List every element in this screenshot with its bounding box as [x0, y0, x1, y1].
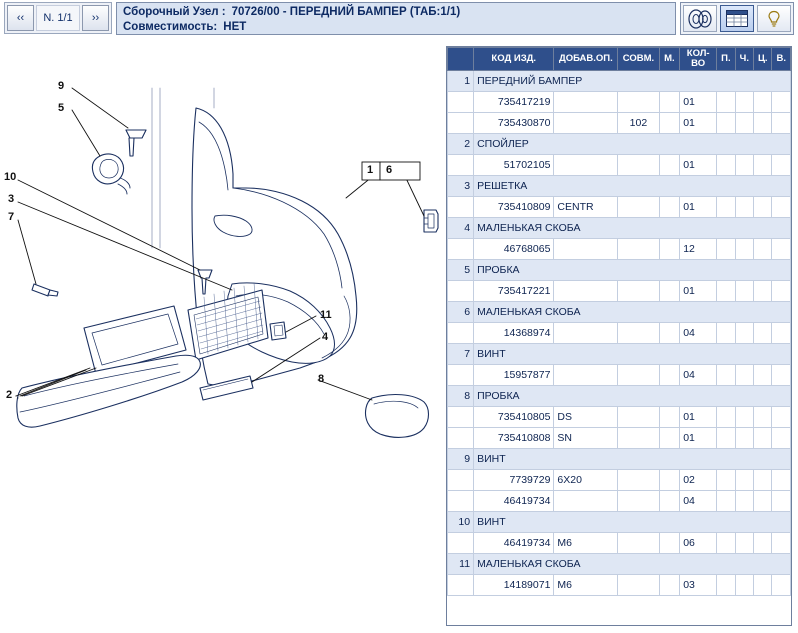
compatibility-code	[618, 239, 659, 260]
compatibility-label: Совместимость:	[123, 21, 218, 33]
cell-ch	[735, 575, 753, 596]
m-flag	[659, 323, 680, 344]
assembly-header	[116, 2, 676, 35]
cell-v	[772, 575, 791, 596]
m-flag	[659, 197, 680, 218]
quantity: 03	[680, 575, 717, 596]
th-kol: КОЛ-ВО	[680, 48, 717, 71]
cell-ch	[735, 470, 753, 491]
cell-p	[717, 428, 735, 449]
cell-v	[772, 197, 791, 218]
cell-ch	[735, 365, 753, 386]
row-index	[448, 407, 474, 428]
group-index: 6	[448, 302, 474, 323]
cell-ch	[735, 239, 753, 260]
compatibility-code	[618, 155, 659, 176]
row-index	[448, 281, 474, 302]
compatibility-code	[618, 323, 659, 344]
parts-table	[447, 47, 791, 596]
cell-v	[772, 491, 791, 512]
m-flag	[659, 533, 680, 554]
quantity: 01	[680, 155, 717, 176]
additional-op: CENTR	[554, 197, 618, 218]
callout-10: 10	[4, 171, 17, 183]
quantity: 01	[680, 281, 717, 302]
m-flag	[659, 491, 680, 512]
info-icon-button[interactable]	[757, 5, 791, 32]
cell-p	[717, 470, 735, 491]
m-flag	[659, 92, 680, 113]
cell-v	[772, 428, 791, 449]
cell-ch	[735, 92, 753, 113]
cell-p	[717, 155, 735, 176]
compatibility-code	[618, 428, 659, 449]
m-flag	[659, 281, 680, 302]
compatibility-code	[618, 470, 659, 491]
row-index	[448, 428, 474, 449]
additional-op: M6	[554, 533, 618, 554]
additional-op	[554, 281, 618, 302]
cell-p	[717, 281, 735, 302]
m-flag	[659, 575, 680, 596]
cell-c	[754, 470, 772, 491]
th-c: Ц.	[754, 48, 772, 71]
part-code: 735410808	[474, 428, 554, 449]
callout-5: 5	[58, 102, 65, 114]
table-group-row[interactable]	[448, 134, 791, 155]
table-group-row[interactable]	[448, 449, 791, 470]
compatibility-code	[618, 365, 659, 386]
cell-p	[717, 113, 735, 134]
quantity: 06	[680, 533, 717, 554]
group-index: 10	[448, 512, 474, 533]
m-flag	[659, 365, 680, 386]
m-flag	[659, 155, 680, 176]
part-code: 51702105	[474, 155, 554, 176]
cell-c	[754, 92, 772, 113]
group-name: ПЕРЕДНИЙ БАМПЕР	[474, 71, 791, 92]
group-name: ПРОБКА	[474, 386, 791, 407]
table-icon-button[interactable]	[720, 5, 754, 32]
pagination-group	[4, 2, 112, 34]
quantity: 12	[680, 239, 717, 260]
row-index	[448, 239, 474, 260]
group-index: 7	[448, 344, 474, 365]
assembly-label: Сборочный Узел :	[123, 6, 226, 18]
group-index: 2	[448, 134, 474, 155]
table-row[interactable]	[448, 323, 791, 344]
cell-c	[754, 281, 772, 302]
cell-c	[754, 407, 772, 428]
exploded-view-drawing	[0, 38, 446, 633]
table-group-row[interactable]	[448, 302, 791, 323]
cell-c	[754, 155, 772, 176]
group-name: ВИНТ	[474, 344, 791, 365]
quantity: 04	[680, 491, 717, 512]
callout-7: 7	[8, 211, 15, 223]
m-flag	[659, 470, 680, 491]
table-row[interactable]	[448, 239, 791, 260]
wheel-icon-button[interactable]	[683, 5, 717, 32]
quantity: 04	[680, 323, 717, 344]
callout-2: 2	[6, 389, 13, 401]
th-ch: Ч.	[735, 48, 753, 71]
group-index: 9	[448, 449, 474, 470]
row-index	[448, 113, 474, 134]
cell-p	[717, 491, 735, 512]
table-row[interactable]	[448, 407, 791, 428]
cell-v	[772, 113, 791, 134]
cell-ch	[735, 407, 753, 428]
cell-v	[772, 365, 791, 386]
table-row[interactable]	[448, 113, 791, 134]
cell-ch	[735, 155, 753, 176]
group-index: 11	[448, 554, 474, 575]
additional-op	[554, 92, 618, 113]
table-row[interactable]	[448, 491, 791, 512]
table-row[interactable]	[448, 92, 791, 113]
cell-v	[772, 92, 791, 113]
m-flag	[659, 407, 680, 428]
table-group-row[interactable]	[448, 71, 791, 92]
compatibility-code: 102	[618, 113, 659, 134]
callout-11: 11	[320, 309, 332, 321]
cell-ch	[735, 197, 753, 218]
drawing-canvas	[0, 38, 446, 633]
row-index	[448, 92, 474, 113]
group-name: ВИНТ	[474, 512, 791, 533]
table-group-row[interactable]	[448, 554, 791, 575]
cell-v	[772, 323, 791, 344]
cell-c	[754, 239, 772, 260]
cell-ch	[735, 323, 753, 344]
quantity: 01	[680, 407, 717, 428]
table-row[interactable]	[448, 365, 791, 386]
table-icon	[725, 9, 749, 28]
cell-c	[754, 428, 772, 449]
info-icon	[764, 9, 784, 28]
quantity: 01	[680, 92, 717, 113]
table-row[interactable]	[448, 155, 791, 176]
th-p: П.	[717, 48, 735, 71]
cell-c	[754, 323, 772, 344]
callout-3: 3	[8, 193, 15, 205]
compatibility-code	[618, 281, 659, 302]
group-name: МАЛЕНЬКАЯ СКОБА	[474, 218, 791, 239]
cell-c	[754, 113, 772, 134]
additional-op: 6X20	[554, 470, 618, 491]
cell-c	[754, 365, 772, 386]
cell-v	[772, 470, 791, 491]
cell-p	[717, 575, 735, 596]
group-index: 5	[448, 260, 474, 281]
cell-p	[717, 92, 735, 113]
prev-page-button[interactable]: ‹‹	[7, 5, 34, 31]
callout-9: 9	[58, 80, 65, 92]
part-code: 46419734	[474, 491, 554, 512]
th-sovm: СОВМ.	[618, 48, 659, 71]
th-index	[448, 48, 474, 71]
part-code: 735417221	[474, 281, 554, 302]
cell-v	[772, 239, 791, 260]
m-flag	[659, 428, 680, 449]
cell-ch	[735, 281, 753, 302]
group-name: МАЛЕНЬКАЯ СКОБА	[474, 302, 791, 323]
part-code: 735410805	[474, 407, 554, 428]
row-index	[448, 533, 474, 554]
cell-v	[772, 155, 791, 176]
part-code: 735410809	[474, 197, 554, 218]
table-group-row[interactable]	[448, 260, 791, 281]
table-row[interactable]	[448, 470, 791, 491]
quantity: 01	[680, 197, 717, 218]
th-v: В.	[772, 48, 791, 71]
m-flag	[659, 239, 680, 260]
part-code: 46419734	[474, 533, 554, 554]
group-index: 1	[448, 71, 474, 92]
cell-c	[754, 491, 772, 512]
table-group-row[interactable]	[448, 218, 791, 239]
group-index: 8	[448, 386, 474, 407]
compatibility-code	[618, 407, 659, 428]
cell-p	[717, 365, 735, 386]
compatibility-code	[618, 197, 659, 218]
cell-p	[717, 197, 735, 218]
table-header-row	[448, 48, 791, 71]
additional-op	[554, 155, 618, 176]
table-group-row[interactable]	[448, 344, 791, 365]
row-index	[448, 155, 474, 176]
additional-op	[554, 239, 618, 260]
th-m: М.	[659, 48, 680, 71]
cell-v	[772, 533, 791, 554]
part-code: 7739729	[474, 470, 554, 491]
group-name: РЕШЕТКА	[474, 176, 791, 197]
compatibility-code	[618, 491, 659, 512]
additional-op	[554, 491, 618, 512]
cell-ch	[735, 113, 753, 134]
th-code: КОД ИЗД.	[474, 48, 554, 71]
row-index	[448, 575, 474, 596]
row-index	[448, 470, 474, 491]
quantity: 01	[680, 113, 717, 134]
cell-p	[717, 323, 735, 344]
cell-c	[754, 533, 772, 554]
callout-1: 1	[367, 164, 374, 176]
cell-p	[717, 533, 735, 554]
compatibility-row	[123, 20, 669, 35]
view-mode-group	[680, 2, 794, 35]
cell-ch	[735, 428, 753, 449]
top-toolbar	[0, 0, 798, 38]
cell-v	[772, 281, 791, 302]
additional-op: M6	[554, 575, 618, 596]
part-code: 15957877	[474, 365, 554, 386]
callout-4: 4	[322, 331, 329, 343]
compatibility-code	[618, 575, 659, 596]
cell-c	[754, 197, 772, 218]
compatibility-value: НЕТ	[223, 21, 247, 33]
compatibility-code	[618, 533, 659, 554]
page-indicator: N. 1/1	[36, 5, 80, 31]
quantity: 02	[680, 470, 717, 491]
row-index	[448, 323, 474, 344]
row-index	[448, 197, 474, 218]
parts-table-panel[interactable]	[446, 46, 792, 626]
part-code: 14368974	[474, 323, 554, 344]
cell-ch	[735, 533, 753, 554]
additional-op	[554, 113, 618, 134]
table-row[interactable]	[448, 533, 791, 554]
part-code: 735417219	[474, 92, 554, 113]
cell-v	[772, 407, 791, 428]
table-row[interactable]	[448, 197, 791, 218]
table-row[interactable]	[448, 575, 791, 596]
callout-8: 8	[318, 373, 325, 385]
table-row[interactable]	[448, 428, 791, 449]
quantity: 01	[680, 428, 717, 449]
group-name: ВИНТ	[474, 449, 791, 470]
part-code: 14189071	[474, 575, 554, 596]
table-group-row[interactable]	[448, 512, 791, 533]
group-name: СПОЙЛЕР	[474, 134, 791, 155]
cell-p	[717, 239, 735, 260]
cell-c	[754, 575, 772, 596]
assembly-value: 70726/00 - ПЕРЕДНИЙ БАМПЕР (ТАБ:1/1)	[231, 6, 461, 18]
part-code: 735430870	[474, 113, 554, 134]
additional-op	[554, 323, 618, 344]
additional-op: SN	[554, 428, 618, 449]
cell-ch	[735, 491, 753, 512]
group-name: ПРОБКА	[474, 260, 791, 281]
table-row[interactable]	[448, 281, 791, 302]
th-addop: ДОБАВ.ОП.	[554, 48, 618, 71]
assembly-title-row	[123, 5, 669, 20]
cell-p	[717, 407, 735, 428]
parts-table-body	[448, 71, 791, 596]
table-group-row[interactable]	[448, 176, 791, 197]
additional-op	[554, 365, 618, 386]
row-index	[448, 491, 474, 512]
callout-6: 6	[386, 164, 393, 176]
row-index	[448, 365, 474, 386]
part-code: 46768065	[474, 239, 554, 260]
wheel-icon	[687, 9, 713, 29]
m-flag	[659, 113, 680, 134]
compatibility-code	[618, 92, 659, 113]
table-group-row[interactable]	[448, 386, 791, 407]
group-index: 4	[448, 218, 474, 239]
group-name: МАЛЕНЬКАЯ СКОБА	[474, 554, 791, 575]
additional-op: DS	[554, 407, 618, 428]
next-page-button[interactable]: ››	[82, 5, 109, 31]
group-index: 3	[448, 176, 474, 197]
quantity: 04	[680, 365, 717, 386]
